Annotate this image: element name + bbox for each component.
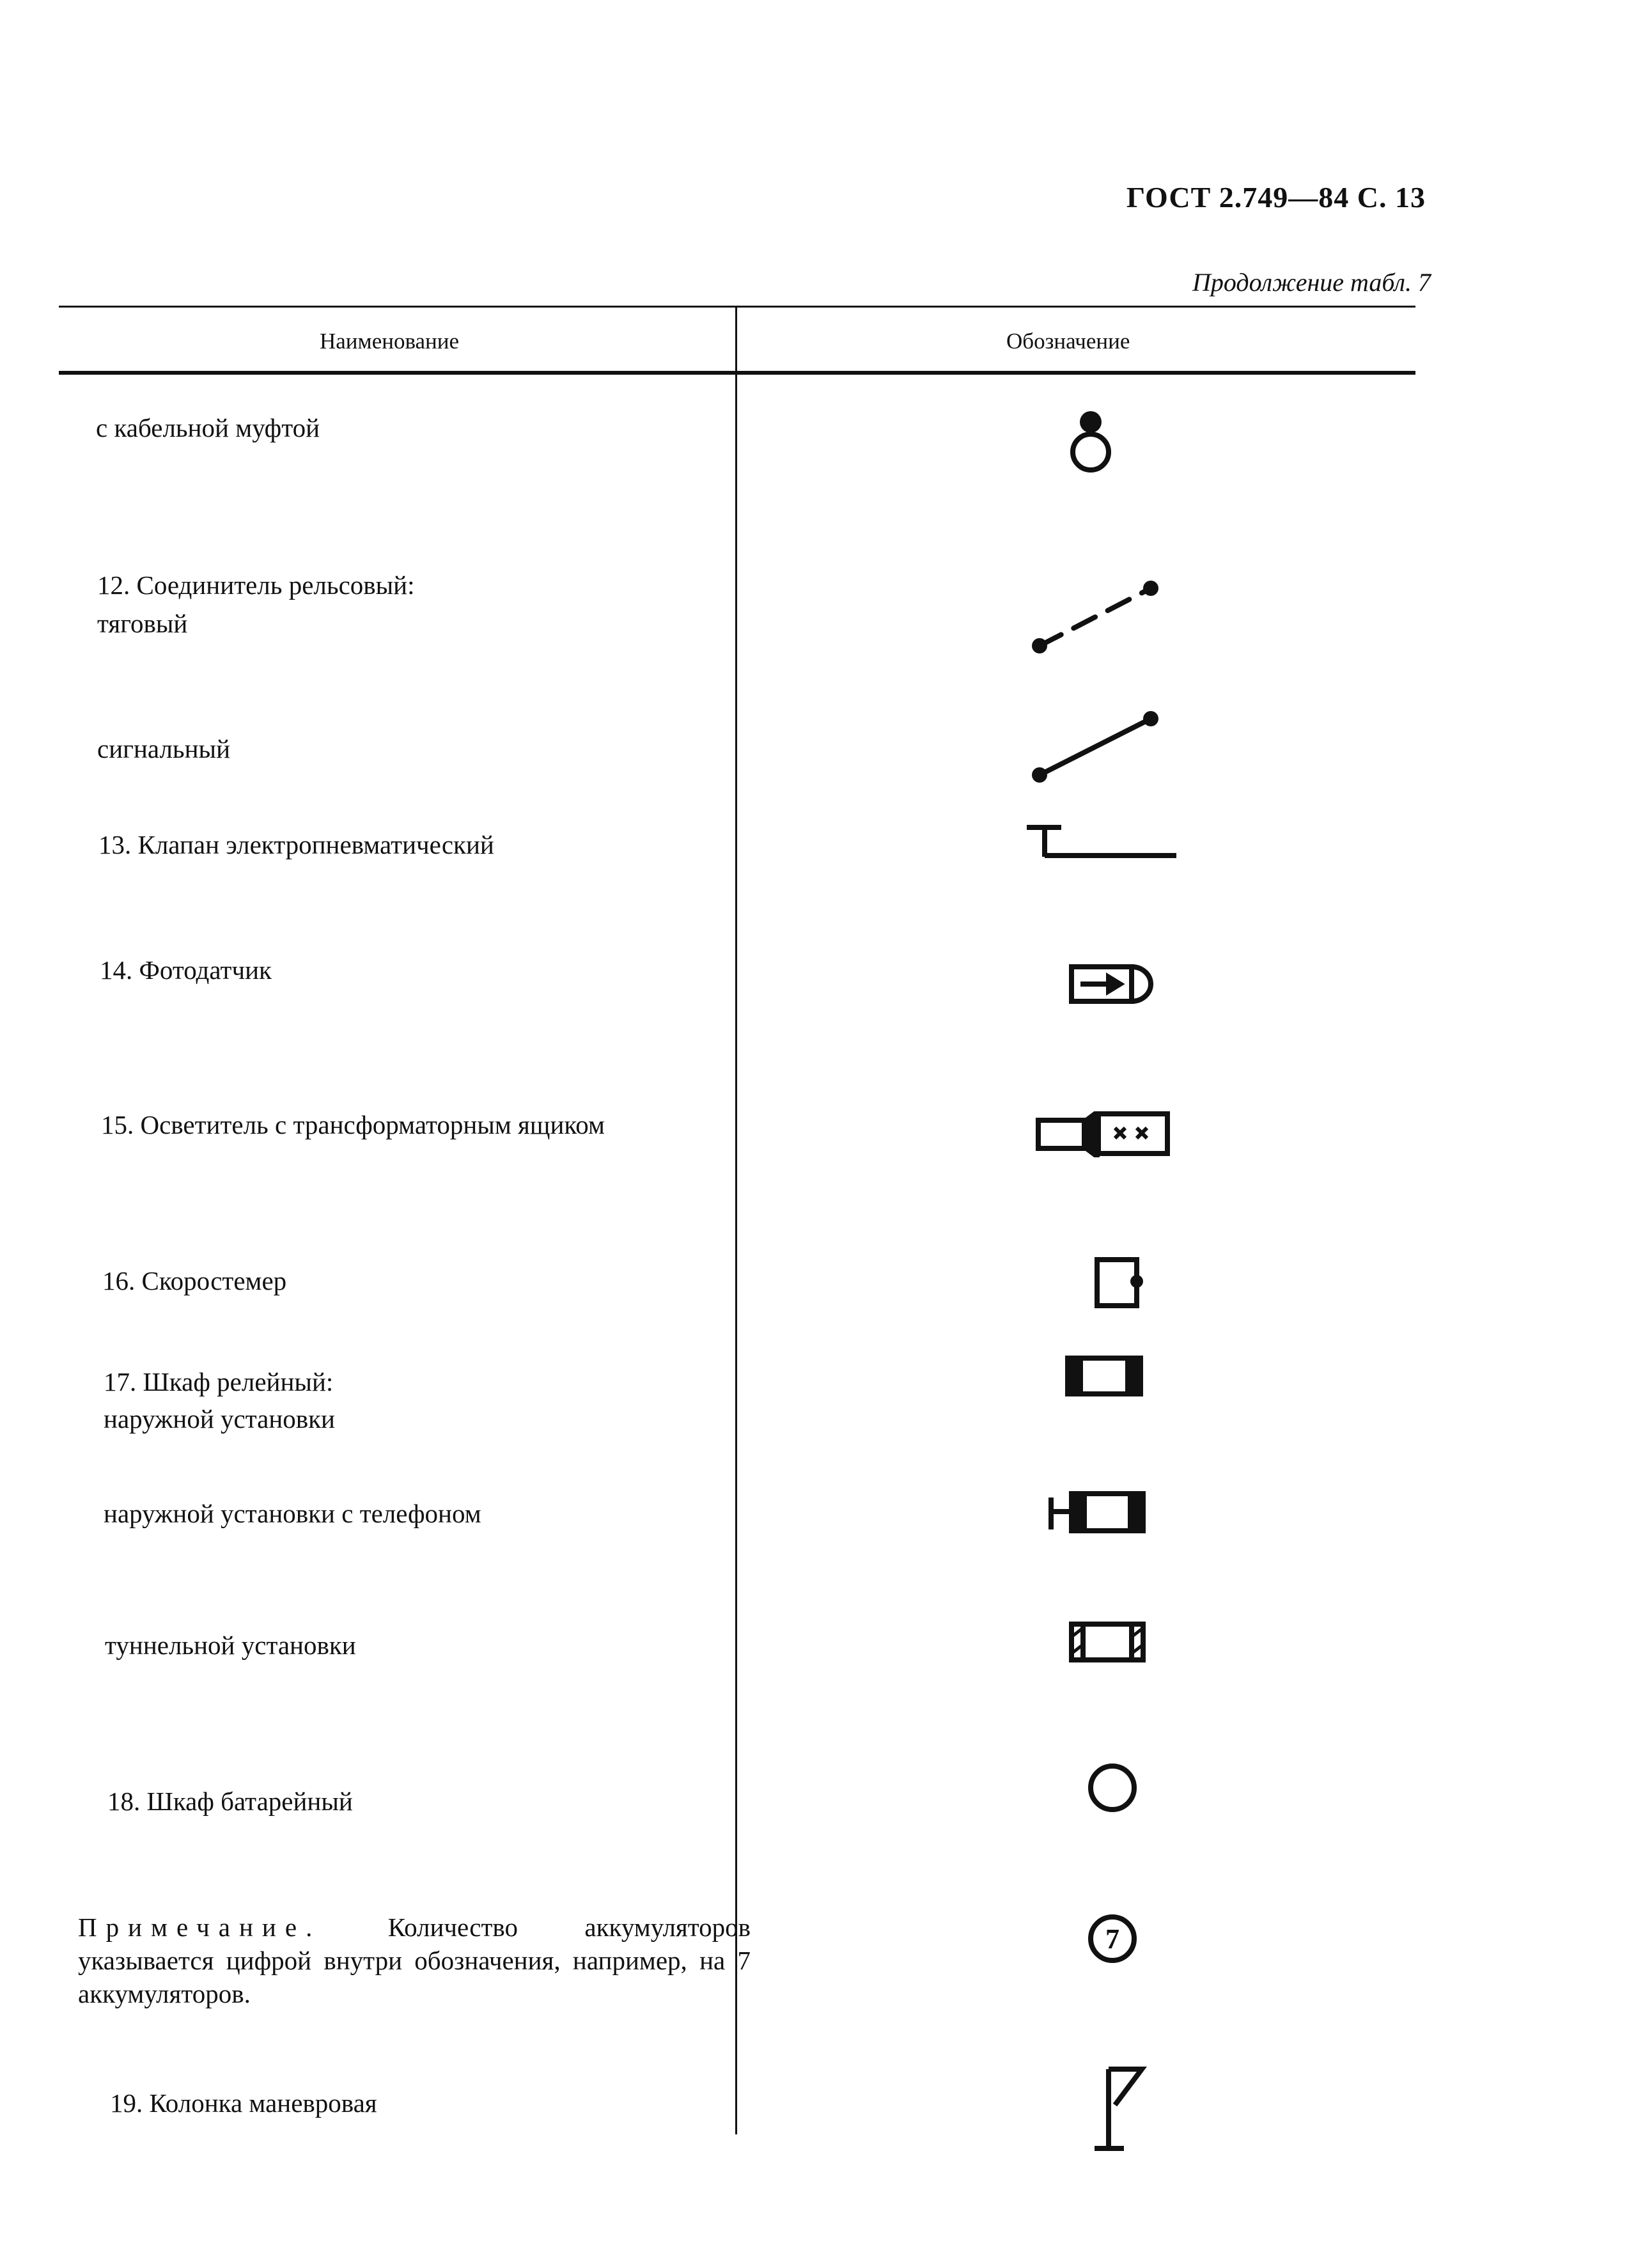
note-text: Количество аккумуляторов указывается цифрой внутри обозначения, например, на 7 аккумуляторов.	[78, 1912, 751, 2008]
relay-cabinet-phone-icon	[1051, 1494, 1143, 1531]
row-label: наружной установки с телефоном	[104, 1499, 481, 1528]
row-label: 14. Фотодатчик	[100, 955, 272, 985]
row-label: 16. Скоростемер	[102, 1266, 287, 1295]
relay-cabinet-outdoor-icon	[1068, 1358, 1141, 1394]
battery-cabinet-icon	[1091, 1766, 1134, 1810]
row-label: 15. Осветитель с трансформаторным ящиком	[101, 1110, 605, 1139]
row-label: туннельной установки	[105, 1631, 356, 1660]
battery-cabinet-7-icon	[1091, 1917, 1134, 1960]
row-label: наружной установки	[104, 1404, 335, 1434]
row-label: сигнальный	[97, 734, 231, 763]
battery-count-digit: 7	[1105, 1923, 1119, 1955]
solid-connector-icon	[1032, 711, 1158, 783]
table-continuation-label: Продолжение табл. 7	[1192, 268, 1431, 297]
valve-icon	[1027, 827, 1176, 857]
circle-with-dot-icon	[1073, 411, 1109, 470]
row-label: тяговый	[97, 609, 188, 638]
photosensor-icon	[1072, 967, 1151, 1001]
row-label: 12. Соединитель рельсовый:	[97, 570, 415, 600]
column-header-symbol: Обозначение	[1006, 329, 1130, 354]
row-label: 13. Клапан электропневматический	[98, 830, 494, 859]
speedometer-icon	[1097, 1260, 1143, 1306]
relay-cabinet-tunnel-icon	[1072, 1624, 1143, 1660]
page-title: ГОСТ 2.749—84 С. 13	[1126, 181, 1426, 214]
row-label: с кабельной муфтой	[96, 413, 320, 442]
row-label: 17. Шкаф релейный:	[104, 1367, 334, 1396]
illuminator-icon	[1038, 1113, 1167, 1156]
dashed-connector-icon	[1032, 581, 1158, 653]
column-header-name: Наименование	[320, 329, 460, 354]
shunting-column-icon	[1095, 2069, 1142, 2148]
note-lead: Примечание.	[78, 1912, 322, 1942]
row-label: 18. Шкаф батарейный	[107, 1787, 353, 1816]
row-label: 19. Колонка маневровая	[110, 2088, 377, 2118]
